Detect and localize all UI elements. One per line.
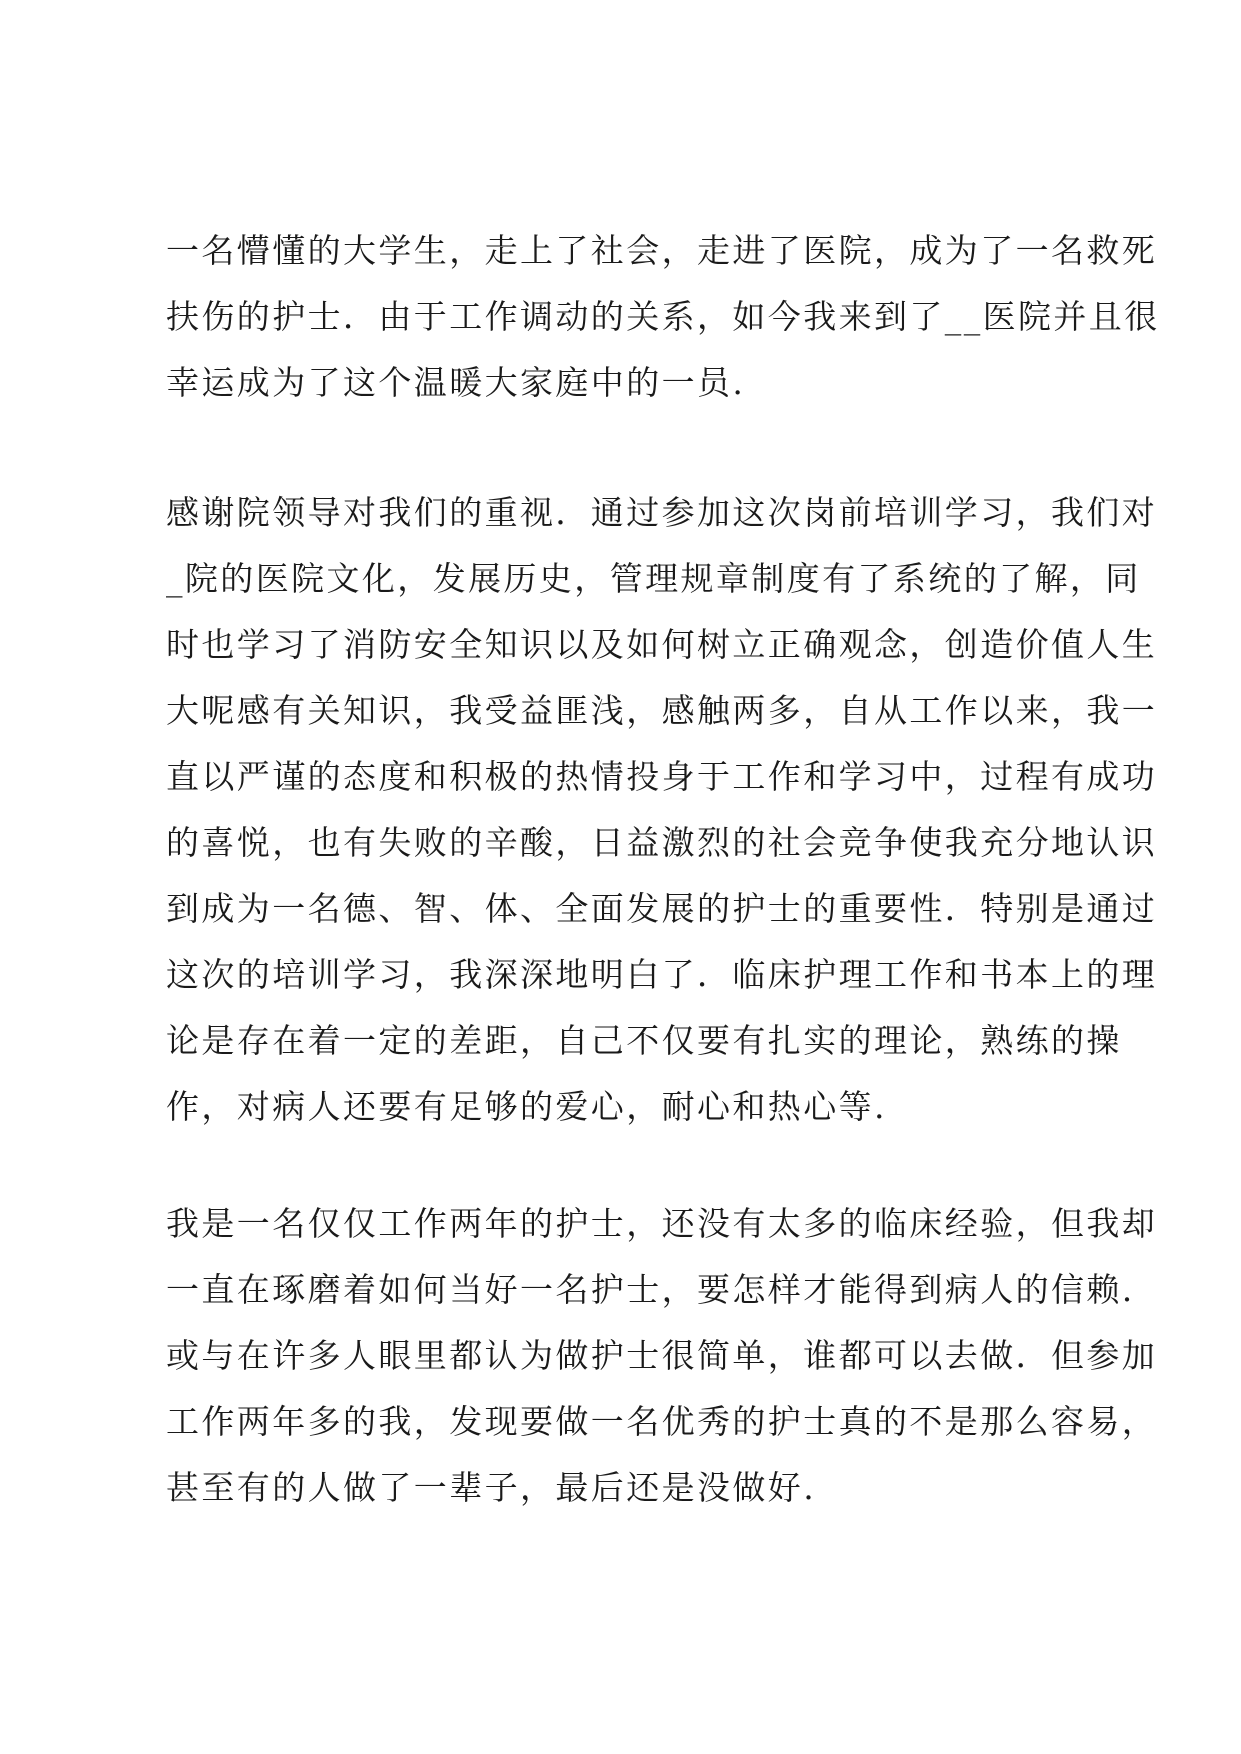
- paragraph-line: 论是存在着一定的差距，自己不仅要有扎实的理论，熟练的操: [166, 1021, 1122, 1060]
- paragraph-line: 大呢感有关知识，我受益匪浅，感触两多，自从工作以来，我一: [166, 691, 1158, 730]
- paragraph-line: 感谢院领导对我们的重视．通过参加这次岗前培训学习，我们对: [166, 493, 1158, 532]
- paragraph-3: [166, 1191, 1158, 1521]
- paragraph-line: 的喜悦，也有失败的辛酸，日益激烈的社会竞争使我充分地认识: [166, 823, 1158, 862]
- paragraph-line: 或与在许多人眼里都认为做护士很简单，谁都可以去做．但参加: [166, 1336, 1158, 1375]
- paragraph-line: 直以严谨的态度和积极的热情投身于工作和学习中，过程有成功: [166, 757, 1158, 796]
- paragraph-2: [166, 480, 1158, 1140]
- paragraph-line: 作，对病人还要有足够的爱心，耐心和热心等.: [166, 1087, 887, 1126]
- paragraph-line: 扶伤的护士．由于工作调动的关系，如今我来到了__医院并且很: [166, 297, 1160, 336]
- paragraph-line: 幸运成为了这个温暖大家庭中的一员.: [166, 363, 746, 402]
- paragraph-line: _院的医院文化，发展历史，管理规章制度有了系统的了解，同: [166, 559, 1141, 598]
- paragraph-line: 我是一名仅仅工作两年的护士，还没有太多的临床经验，但我却: [166, 1204, 1158, 1243]
- paragraph-line: 到成为一名德、智、体、全面发展的护士的重要性．特别是通过: [166, 889, 1158, 928]
- paragraph-line: 时也学习了消防安全知识以及如何树立正确观念，创造价值人生: [166, 625, 1158, 664]
- paragraph-line: 工作两年多的我，发现要做一名优秀的护士真的不是那么容易，: [166, 1402, 1158, 1441]
- paragraph-line: 一名懵懂的大学生，走上了社会，走进了医院，成为了一名救死: [166, 231, 1158, 270]
- paragraph-line: 这次的培训学习，我深深地明白了．临床护理工作和书本上的理: [166, 955, 1158, 994]
- paragraph-1: [166, 218, 1160, 416]
- paragraph-line: 一直在琢磨着如何当好一名护士，要怎样才能得到病人的信赖.: [166, 1270, 1135, 1309]
- paragraph-line: 甚至有的人做了一辈子，最后还是没做好.: [166, 1468, 817, 1507]
